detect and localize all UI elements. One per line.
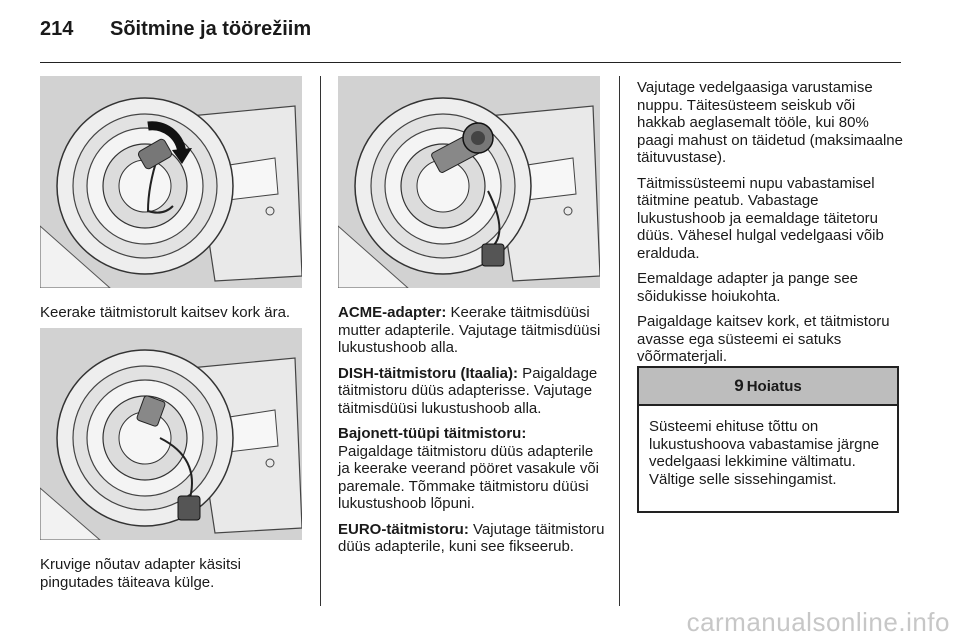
header-divider [40, 62, 901, 63]
figure-adapter-types [338, 76, 600, 288]
dish-paragraph [338, 365, 606, 418]
euro-paragraph [338, 521, 606, 556]
paragraph-4: Paigaldage kaitsev kork, et täitmistoru avasse ega süsteemi ei satuks võõrmaterjali. [637, 313, 890, 365]
paragraph-1: Vajutage vedelgaasiga varustamise nuppu. Täitesüsteem seiskub või hakkab aeglasemalt tööle, kui 80% paagi mahust on täidetud (maksimaalne täituvustase). [637, 79, 903, 166]
caption-screw-adapter [40, 556, 320, 591]
warning-header [639, 368, 897, 406]
column-divider-1 [320, 76, 321, 606]
acme-paragraph [338, 304, 606, 357]
paragraph-2: Täitmissüsteemi nupu vabastamisel täitmine peatub. Vabastage lukustushoob ja eemaldage täitetoru düüs. Vähesel hulgal vedelgaasi võib eralduda. [637, 174, 884, 262]
euro-term: EURO-täitmistoru: [338, 520, 469, 538]
acme-text: Keerake täitmisdüüsi mutter adapterile. Vajutage täitmisdüüsi lukustushoob alla. [338, 304, 601, 356]
bayonet-paragraph [338, 425, 606, 513]
figure-screw-adapter [40, 328, 302, 540]
bayonet-term: Bajonett-tüüpi täitmistoru: [338, 425, 527, 442]
caption-text: Keerake täitmistorult kaitsev kork ära. [40, 304, 291, 321]
refuelling-instructions [637, 79, 907, 374]
bayonet-text: Paigaldage täitmistoru düüs adapterile ja keerake veerand pööret vasakule või paremale. Tõmmake täitmistoru düüsi lukustushoob lõpuni. [338, 442, 599, 512]
page-header [40, 18, 311, 48]
caption-text-line2: pingutades täiteava külge. [40, 573, 215, 591]
acme-term: ACME-adapter: [338, 304, 447, 321]
column-divider-2 [619, 76, 620, 606]
adapter-instructions [338, 304, 606, 564]
warning-title: Hoiatus [746, 377, 802, 395]
warning-text: Süsteemi ehituse tõttu on lukustushoova vabastamise järgne vedelgaasi lekkimine vältimatu. Vältige selle sissehingamist. [649, 418, 880, 488]
paragraph-3: Eemaldage adapter ja pange see sõidukisse hoiukohta. [637, 270, 859, 305]
page-number: 214 [40, 18, 74, 40]
warning-icon: 9 [734, 376, 744, 395]
dish-term: DISH-täitmistoru (Itaalia): [338, 364, 519, 382]
page-title: Sõitmine ja töörežiim [110, 18, 312, 40]
caption-remove-cap [40, 304, 320, 330]
caption-text-line1: Kruvige nõutav adapter käsitsi [40, 556, 241, 573]
dish-text: Paigaldage täitmistoru düüs adapterisse. Vajutage täitmisdüüsi lukustushoob alla. [338, 364, 598, 417]
warning-box [637, 366, 899, 513]
watermark: carmanualsonline.info [686, 607, 950, 637]
figure-remove-cap [40, 76, 302, 288]
euro-text: Vajutage täitmistoru düüs adapterile, kuni see fikseerub. [338, 520, 605, 555]
